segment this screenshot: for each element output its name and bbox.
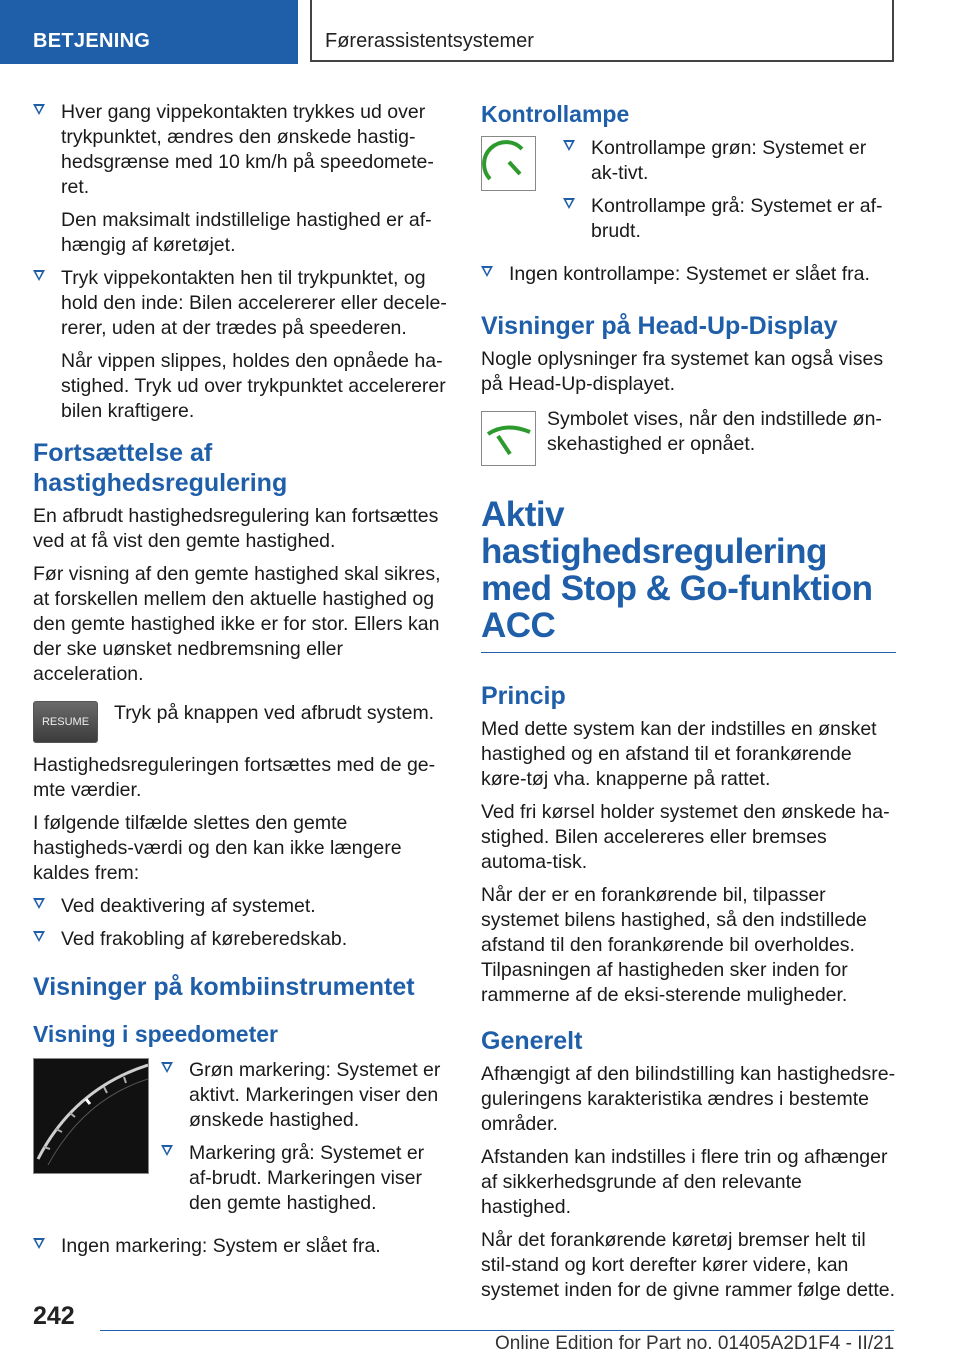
paragraph: Ved fri kørsel holder systemet den ønskede ha-stighed. Bilen accelereres eller bremses automa-tisk. <box>481 801 890 873</box>
list-item-note: Når vippen slippes, holdes den opnåede ha-stighed. Tryk ud over trykpunktet accelererer bilen kraftigere. <box>61 350 446 422</box>
paragraph: Nogle oplysninger fra systemet kan også vises på Head-Up-displayet. <box>481 348 884 395</box>
triangle-bullet-icon <box>161 1062 173 1073</box>
left-column <box>33 100 448 1267</box>
list-item: Ingen markering: System er slået fra. <box>33 1234 448 1259</box>
main-heading-acc: Aktiv hastighedsregulering med Stop & Go-funktion ACC <box>481 496 896 653</box>
hud-speed-symbol-icon <box>481 411 536 466</box>
list-item: Ved deaktivering af systemet. <box>33 894 448 919</box>
paragraph: Hastighedsreguleringen fortsættes med de ge-mte værdier. <box>33 754 436 801</box>
heading-head-up-display: Visninger på Head-Up-Display <box>481 312 838 340</box>
kontrollampe-list <box>563 136 896 252</box>
triangle-bullet-icon <box>33 1238 45 1249</box>
speed-limiter-indicator-icon <box>481 136 536 191</box>
list-item: Grøn markering: Systemet er aktivt. Markeringen viser den ønskede hastighed. <box>161 1058 448 1133</box>
list-item-note: Den maksimalt indstillelige hastighed er af-hængig af køretøjet. <box>61 209 432 256</box>
speedometer-list <box>161 1058 448 1224</box>
paragraph: I følgende tilfælde slettes den gemte hastigheds-værdi og den kan ikke længere kaldes frem: <box>33 812 402 884</box>
page-number: 242 <box>33 1302 75 1330</box>
hud-row <box>481 407 896 466</box>
triangle-bullet-icon <box>33 104 45 115</box>
list-item: Hver gang vippekontakten trykkes ud over trykpunktet, ændres den ønskede hastig-hedsgrænse med 10 km/h på speedomete-ret. <box>33 100 448 200</box>
paragraph: Når det forankørende køretøj bremser helt til stil-stand og kort derefter kører videre, kan systemet inden for de givne rammer følge dette. <box>481 1229 896 1301</box>
list-item: Tryk vippekontakten hen til trykpunktet, og hold den inde: Bilen accelererer eller decele-rerer, uden at der trædes på speederen. <box>33 266 448 341</box>
paragraph: Afstanden kan indstilles i flere trin og afhænger af sikkerhedsgrunde af den relevante hastighed. <box>481 1146 888 1218</box>
chapter-tab <box>310 0 894 62</box>
section-title: BETJENING <box>33 30 151 52</box>
paragraph: Før visning af den gemte hastighed skal sikres, at forskellen mellem den aktuelle hastighed og den gemte hastighed ikke er for stor. Ellers kan der ske uønsket nedbremsning eller acceleration. <box>33 563 441 685</box>
kontrollampe-row <box>481 136 896 252</box>
speedometer-image-icon <box>33 1058 149 1174</box>
heading-fortsaettelse: Fortsættelse af hastighedsregulering <box>33 439 288 497</box>
list-item: Ingen kontrollampe: Systemet er slået fra. <box>481 262 896 287</box>
triangle-bullet-icon <box>563 140 575 151</box>
heading-kontrollampe: Kontrollampe <box>481 101 630 127</box>
section-tab <box>0 0 298 64</box>
list-item: Markering grå: Systemet er af-brudt. Markeringen viser den gemte hastighed. <box>161 1141 448 1216</box>
paragraph: Afhængigt af den bilindstilling kan hastighedsre-guleringens karakteristika ændres i bestemte områder. <box>481 1063 896 1135</box>
chapter-title: Førerassistentsystemer <box>325 30 534 52</box>
footer-divider <box>100 1330 894 1331</box>
heading-speedometer: Visning i speedometer <box>33 1021 278 1047</box>
paragraph: En afbrudt hastighedsregulering kan fortsættes ved at få vist den gemte hastighed. <box>33 505 439 552</box>
triangle-bullet-icon <box>481 266 493 277</box>
list-item: Kontrollampe grå: Systemet er af-brudt. <box>563 194 896 244</box>
triangle-bullet-icon <box>33 931 45 942</box>
paragraph: Når der er en forankørende bil, tilpasser systemet bilens hastighed, så den indstillede afstand til den forankørende bil overholdes. Tilpasningen af hastigheden sker inden for rammerne af de eksi-sterende muligheder. <box>481 884 867 1006</box>
resume-button-icon: RESUME <box>33 701 98 743</box>
triangle-bullet-icon <box>33 898 45 909</box>
paragraph: Med dette system kan der indstilles en ønsket hastighed og en afstand til et forankørende køre-tøj vha. knapperne på rattet. <box>481 718 877 790</box>
resume-text: Tryk på knappen ved afbrudt system. <box>114 702 435 724</box>
heading-princip: Princip <box>481 682 566 710</box>
triangle-bullet-icon <box>161 1145 173 1156</box>
heading-generelt: Generelt <box>481 1027 583 1055</box>
list-item: Kontrollampe grøn: Systemet er ak-tivt. <box>563 136 896 186</box>
speedometer-row <box>33 1058 448 1224</box>
edition-note: Online Edition for Part no. 01405A2D1F4 - II/21 <box>495 1333 895 1354</box>
triangle-bullet-icon <box>33 270 45 281</box>
heading-kombiinstrument: Visninger på kombiinstrumentet <box>33 973 415 1001</box>
triangle-bullet-icon <box>563 198 575 209</box>
right-column <box>481 100 896 1311</box>
hud-text: Symbolet vises, når den indstillede øn-skehastighed er opnået. <box>547 408 882 455</box>
list-item: Ved frakobling af køreberedskab. <box>33 927 448 952</box>
resume-row <box>33 701 448 743</box>
